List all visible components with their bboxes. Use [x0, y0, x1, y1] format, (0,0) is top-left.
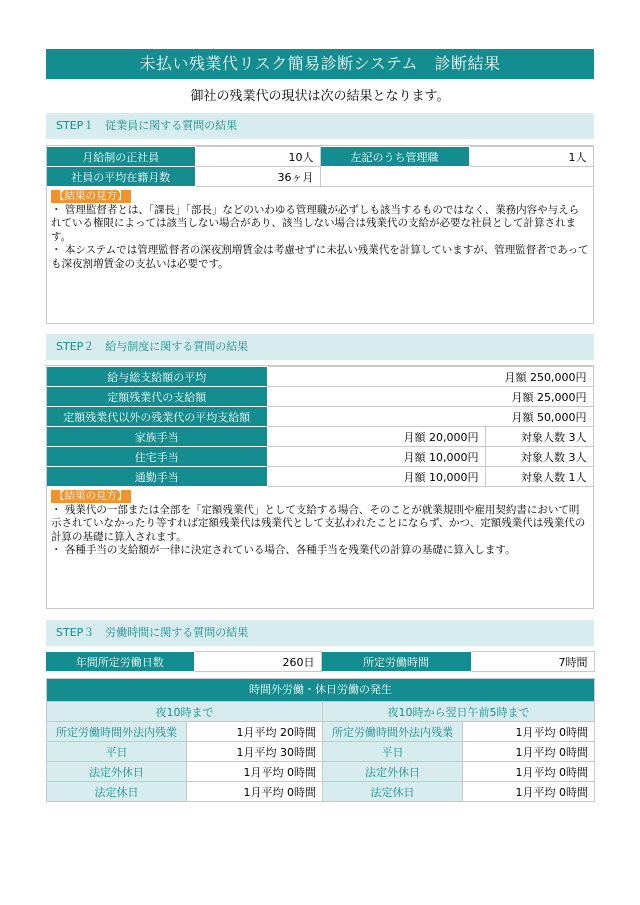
row-label: 法定休日 [47, 782, 187, 802]
notes-tag: 【結果の見方】 [51, 490, 131, 503]
commute-allowance-amount: 月額 10,000円 [267, 467, 485, 487]
row-label: 法定外休日 [47, 762, 187, 782]
overtime-bar: 時間外労働・休日労働の発生 [47, 679, 595, 702]
step2-table [47, 366, 594, 487]
managers-label: 左記のうち管理職 [320, 147, 469, 167]
row-label: 平日 [323, 742, 463, 762]
housing-allowance-label: 住宅手当 [47, 447, 267, 467]
note-item: ・ 管理監督者とは、「課長」「部長」などのいわゆる管理職が必ずしも該当するものではなく、業務内容や与えられている権限によっては該当しない場合があり、該当しない場合は残業代の支給が必要な社員として計算されます。 [51, 203, 580, 243]
late-night-header: 夜10時から翌日午前5時まで [323, 702, 595, 722]
row-value: 1月平均 0時間 [463, 722, 595, 742]
row-value: 1月平均 0時間 [187, 782, 323, 802]
page-subtitle: 御社の残業代の現状は次の結果となります。 [190, 89, 450, 104]
row-value: 1月平均 0時間 [463, 742, 595, 762]
monthly-employees-label: 月給制の正社員 [47, 147, 195, 167]
commute-allowance-count: 対象人数 1人 [485, 467, 593, 487]
row-value: 1月平均 0時間 [187, 762, 323, 782]
row-label: 所定労働時間外法内残業 [323, 722, 463, 742]
note-item: ・ 本システムでは管理監督者の深夜割増賃金は考慮せずに未払い残業代を計算していますが、管理監督者であっても深夜割増賃金の支払いは必要です。 [51, 244, 589, 270]
daily-hours-label: 所定労働時間 [321, 652, 471, 672]
row-label: 法定外休日 [323, 762, 463, 782]
fixed-overtime-label: 定額残業代の支給額 [47, 387, 267, 407]
managers-value: 1人 [469, 147, 593, 167]
family-allowance-count: 対象人数 3人 [485, 427, 593, 447]
note-item: ・ 各種手当の支給額が一律に決定されている場合、各種手当を残業代の計算の基礎に算入します。 [51, 544, 516, 556]
other-overtime-label: 定額残業代以外の残業代の平均支給額 [47, 407, 267, 427]
page-title: 未払い残業代リスク簡易診断システム 診断結果 [46, 49, 594, 79]
until-10pm-header: 夜10時まで [47, 702, 323, 722]
step1-table [47, 146, 594, 187]
row-label: 平日 [47, 742, 187, 762]
step1-heading: STEP１ 従業員に関する質問の結果 [46, 113, 594, 139]
note-item: ・ 残業代の一部または全部を「定額残業代」として支給する場合、そのことが就業規則や雇用契約書において明示されていなかったり等すれば定額残業代は残業代として支払われたことにならず、かつ、定額残業代は残業代の計算の基礎に算入されます。 [51, 503, 586, 543]
work-days-table [46, 651, 595, 672]
gross-pay-value: 月額 250,000円 [267, 367, 593, 387]
row-label: 所定労働時間外法内残業 [47, 722, 187, 742]
step3-heading: STEP３ 労働時間に関する質問の結果 [46, 620, 594, 646]
other-overtime-value: 月額 50,000円 [267, 407, 593, 427]
family-allowance-amount: 月額 20,000円 [267, 427, 485, 447]
daily-hours-value: 7時間 [471, 652, 594, 672]
step2-notes [47, 487, 593, 561]
row-label: 法定休日 [323, 782, 463, 802]
row-value: 1月平均 0時間 [463, 782, 595, 802]
notes-tag: 【結果の見方】 [51, 190, 131, 203]
step1-notes [47, 187, 593, 274]
row-value: 1月平均 20時間 [187, 722, 323, 742]
family-allowance-label: 家族手当 [47, 427, 267, 447]
gross-pay-label: 給与総支給額の平均 [47, 367, 267, 387]
fixed-overtime-value: 月額 25,000円 [267, 387, 593, 407]
annual-days-value: 260日 [194, 652, 321, 672]
step1-section [46, 145, 594, 324]
row-value: 1月平均 0時間 [463, 762, 595, 782]
step3-section [46, 651, 594, 817]
row-value: 1月平均 30時間 [187, 742, 323, 762]
overtime-table [46, 678, 595, 802]
commute-allowance-label: 通勤手当 [47, 467, 267, 487]
housing-allowance-amount: 月額 10,000円 [267, 447, 485, 467]
tenure-label: 社員の平均在籍月数 [47, 167, 195, 187]
annual-days-label: 年間所定労働日数 [46, 652, 194, 672]
blank-cell [320, 167, 593, 187]
tenure-value: 36ヶ月 [195, 167, 320, 187]
step2-section [46, 365, 594, 609]
step2-heading: STEP２ 給与制度に関する質問の結果 [46, 334, 594, 360]
monthly-employees-value: 10人 [195, 147, 320, 167]
housing-allowance-count: 対象人数 3人 [485, 447, 593, 467]
